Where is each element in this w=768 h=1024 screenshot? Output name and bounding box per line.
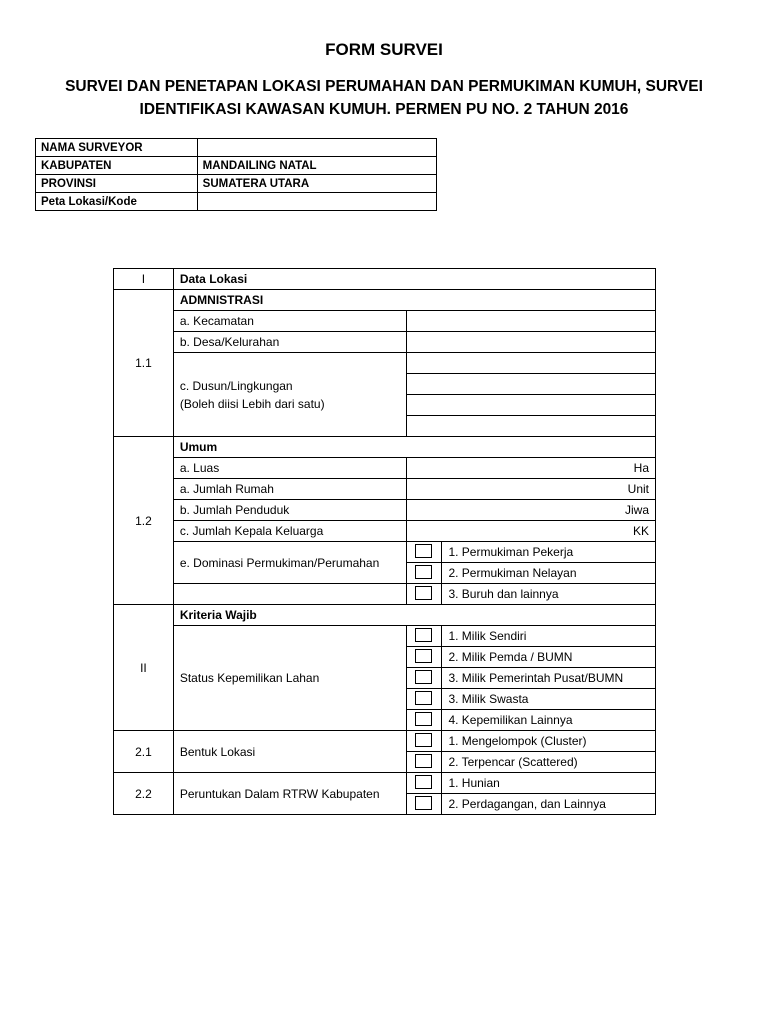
checkbox-box[interactable] <box>415 733 432 747</box>
option-label: 1. Mengelompok (Cluster) <box>442 731 656 752</box>
dusun-label-line1: c. Dusun/Lingkungan <box>179 378 293 393</box>
kecamatan-label: a. Kecamatan <box>173 311 406 332</box>
desa-label: b. Desa/Kelurahan <box>173 332 406 353</box>
table-row <box>114 731 656 752</box>
option-label: 3. Milik Swasta <box>442 689 656 710</box>
checkbox-box[interactable] <box>415 775 432 789</box>
rumah-label: a. Jumlah Rumah <box>173 479 406 500</box>
option-label: 1. Milik Sendiri <box>442 626 656 647</box>
surveyor-info-table <box>35 138 437 211</box>
dusun-field[interactable] <box>406 395 655 416</box>
provinsi-field[interactable]: SUMATERA UTARA <box>197 175 436 193</box>
option-label: 2. Permukiman Nelayan <box>442 563 656 584</box>
table-row <box>114 605 656 626</box>
form-subtitle: SURVEI DAN PENETAPAN LOKASI PERUMAHAN DAN PERMUKIMAN KUMUH, SURVEI IDENTIFIKASI KAWASAN KUMUH. PERMEN PU NO. 2 TAHUN 2016 <box>65 78 703 118</box>
checkbox[interactable] <box>406 689 442 710</box>
dusun-field[interactable] <box>406 374 655 395</box>
checkbox[interactable] <box>406 773 442 794</box>
option-label: 1. Hunian <box>442 773 656 794</box>
checkbox-box[interactable] <box>415 691 432 705</box>
kk-label: c. Jumlah Kepala Keluarga <box>173 521 406 542</box>
surveyor-field[interactable] <box>197 139 436 157</box>
option-label: 3. Buruh dan lainnya <box>442 584 656 605</box>
option-label: 1. Permukiman Pekerja <box>442 542 656 563</box>
checkbox[interactable] <box>406 647 442 668</box>
table-row <box>114 332 656 353</box>
kk-unit: KK <box>632 524 649 538</box>
table-row <box>114 626 656 647</box>
dusun-label <box>173 353 406 437</box>
checkbox[interactable] <box>406 584 442 605</box>
option-label: 2. Terpencar (Scattered) <box>442 752 656 773</box>
option-label: 4. Kepemilikan Lainnya <box>442 710 656 731</box>
checkbox[interactable] <box>406 542 442 563</box>
table-row <box>114 542 656 563</box>
checkbox-box[interactable] <box>415 544 432 558</box>
section-label: Data Lokasi <box>173 269 655 290</box>
checkbox-box[interactable] <box>415 649 432 663</box>
penduduk-label: b. Jumlah Penduduk <box>173 500 406 521</box>
checkbox-box[interactable] <box>415 796 432 810</box>
penduduk-unit: Jiwa <box>624 503 649 517</box>
survey-table <box>113 268 656 815</box>
checkbox-box[interactable] <box>415 628 432 642</box>
checkbox[interactable] <box>406 731 442 752</box>
surveyor-label: NAMA SURVEYOR <box>36 139 198 157</box>
dusun-field[interactable] <box>406 353 655 374</box>
section-number: I <box>114 269 174 290</box>
table-row <box>114 479 656 500</box>
dusun-label-line2: (Boleh diisi Lebih dari satu) <box>179 396 325 411</box>
kabupaten-label: KABUPATEN <box>36 157 198 175</box>
section-number: 2.2 <box>114 773 174 815</box>
peta-label: Peta Lokasi/Kode <box>36 193 198 211</box>
table-row <box>36 157 437 175</box>
checkbox[interactable] <box>406 710 442 731</box>
desa-field[interactable] <box>406 332 655 353</box>
kabupaten-field[interactable]: MANDAILING NATAL <box>197 157 436 175</box>
section-header: Umum <box>173 437 655 458</box>
table-row <box>114 437 656 458</box>
peta-field[interactable] <box>197 193 436 211</box>
table-row <box>114 458 656 479</box>
luas-unit: Ha <box>633 461 649 475</box>
section-number: 2.1 <box>114 731 174 773</box>
option-label: 3. Milik Pemerintah Pusat/BUMN <box>442 668 656 689</box>
table-row <box>36 193 437 211</box>
option-label: 2. Milik Pemda / BUMN <box>442 647 656 668</box>
checkbox-box[interactable] <box>415 586 432 600</box>
table-row <box>114 269 656 290</box>
table-row <box>114 521 656 542</box>
dominasi-label: e. Dominasi Permukiman/Perumahan <box>173 542 406 584</box>
penduduk-field[interactable] <box>406 500 655 521</box>
table-row <box>114 584 656 605</box>
checkbox-box[interactable] <box>415 754 432 768</box>
section-number: 1.2 <box>114 437 174 605</box>
table-row <box>114 353 656 374</box>
luas-field[interactable] <box>406 458 655 479</box>
rumah-unit: Unit <box>627 482 649 496</box>
table-row <box>114 311 656 332</box>
section-number: 1.1 <box>114 290 174 437</box>
luas-label: a. Luas <box>173 458 406 479</box>
table-row <box>114 290 656 311</box>
option-label: 2. Perdagangan, dan Lainnya <box>442 794 656 815</box>
rumah-field[interactable] <box>406 479 655 500</box>
table-row <box>36 139 437 157</box>
status-label: Status Kepemilikan Lahan <box>173 626 406 731</box>
table-row <box>114 773 656 794</box>
checkbox[interactable] <box>406 668 442 689</box>
section-header: Kriteria Wajib <box>173 605 655 626</box>
table-row <box>36 175 437 193</box>
peruntukan-label: Peruntukan Dalam RTRW Kabupaten <box>173 773 406 815</box>
bentuk-label: Bentuk Lokasi <box>173 731 406 773</box>
section-header: ADMNISTRASI <box>173 290 655 311</box>
table-row <box>114 500 656 521</box>
empty-cell <box>173 584 406 605</box>
form-title: FORM SURVEI <box>325 40 443 59</box>
dusun-field[interactable] <box>406 416 655 437</box>
kk-field[interactable] <box>406 521 655 542</box>
checkbox-box[interactable] <box>415 565 432 579</box>
provinsi-label: PROVINSI <box>36 175 198 193</box>
checkbox-box[interactable] <box>415 712 432 726</box>
kecamatan-field[interactable] <box>406 311 655 332</box>
checkbox[interactable] <box>406 794 442 815</box>
section-number: II <box>114 605 174 731</box>
checkbox[interactable] <box>406 752 442 773</box>
checkbox-box[interactable] <box>415 670 432 684</box>
checkbox[interactable] <box>406 563 442 584</box>
checkbox[interactable] <box>406 626 442 647</box>
